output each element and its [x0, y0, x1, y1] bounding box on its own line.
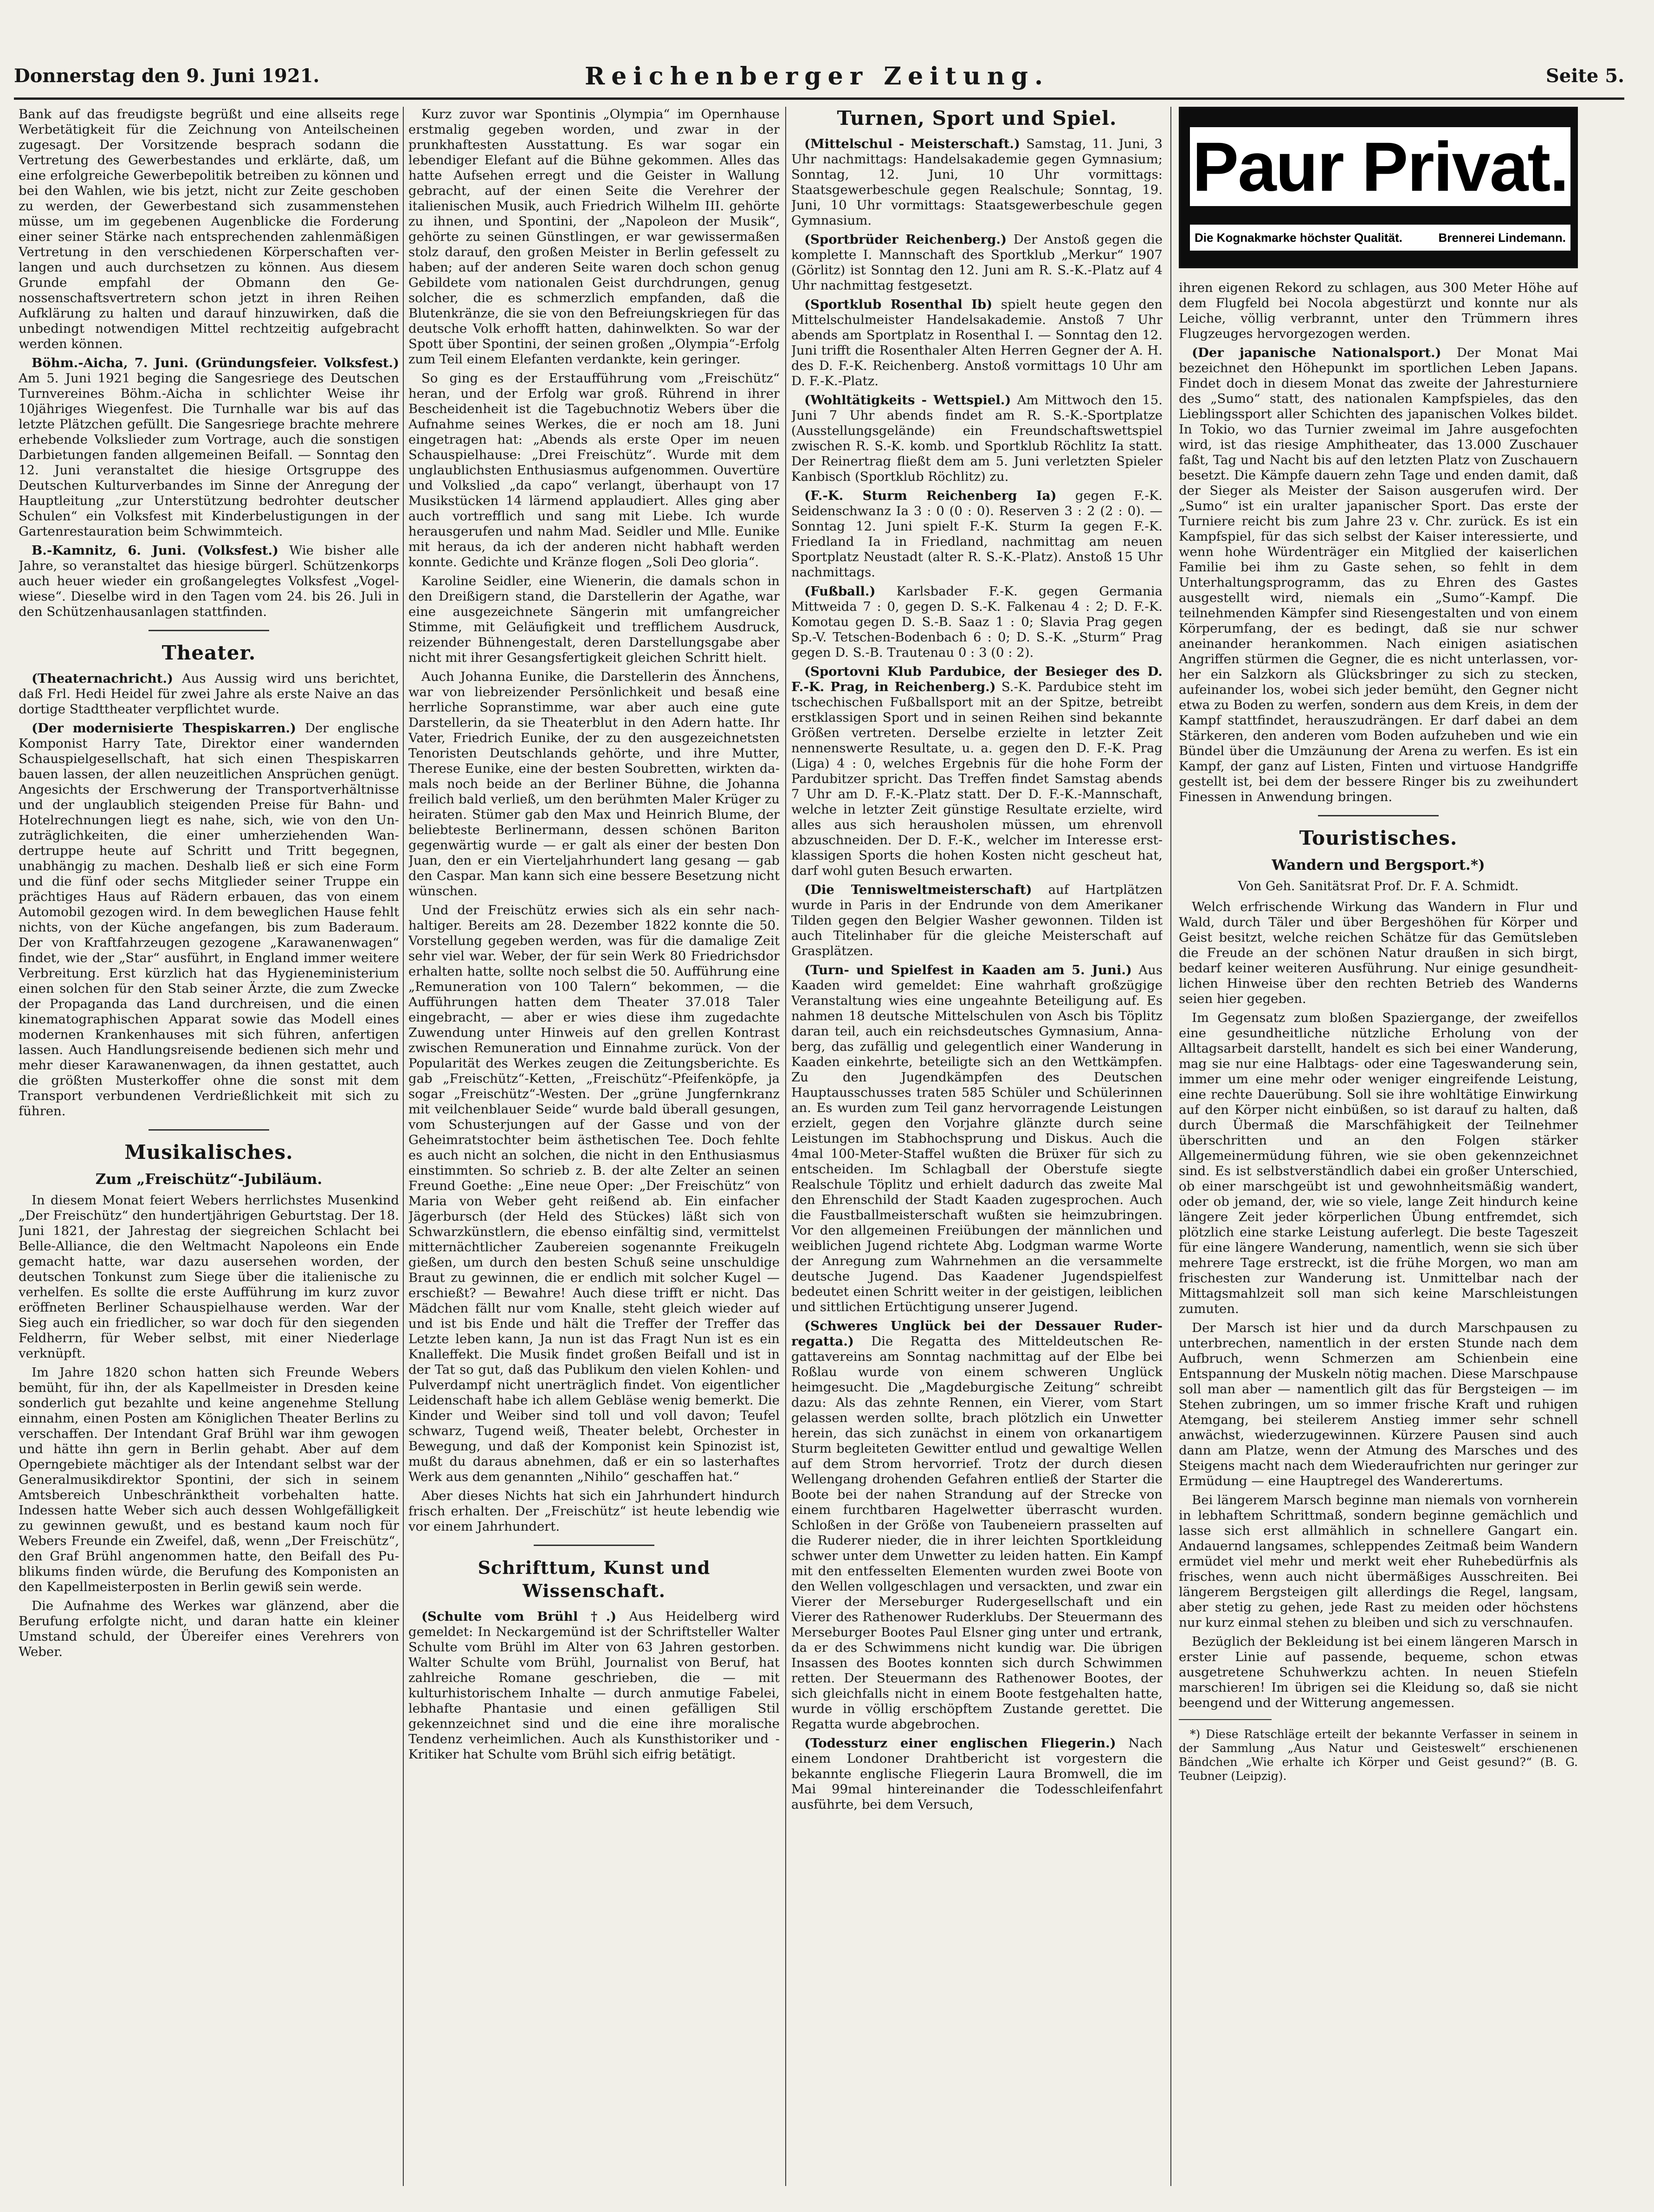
column-1 [19, 107, 399, 2200]
article-paragraph [19, 721, 399, 1119]
footnote: *) Diese Ratschläge erteilt der bekannte Verfasser in seinem in der Sammlung „Aus Natur und Geisteswelt“ erschienenen Bändchen „Wie erhalte ich Körper und Geist gesund?“ (B. G. Teubner (Leipzig). [1179, 1727, 1578, 1783]
ad-tagline-bar [1190, 225, 1570, 251]
section-divider [1318, 815, 1439, 816]
paragraph-lead: Böhm.-Aicha, 7. Juni. (Gründungsfeier. Volksfest.) [32, 356, 399, 370]
article-paragraph: Welch erfrischende Wirkung das Wandern in Flur und Wald, durch Täler und über Bergeshöhen für Körper und Geist besitzt, welche reichen Schätze für das Gemütsleben die Freude an der schönen Natur draußen in sich birgt, bedarf keiner weiteren Ausführung. Nur einige gesundheitlichen Hinweise über den rechten Betrieb des Wanderns seien hier gegeben. [1179, 899, 1578, 1006]
article-paragraph [791, 136, 1163, 228]
paragraph-text: Der Anstoß gegen die komplette I. Mannschaft des Sportklub „Merkur“ 1907 (Görlitz) ist Sonntag den 12. Juni am R. S.-K.-Platz auf 4 Uhr nachmittag festgesetzt. [791, 232, 1163, 293]
article-paragraph: ihren eigenen Rekord zu schlagen, aus 300 Meter Höhe auf dem Flugfeld bei Nocola abgestürzt und konnte nur als Leiche, völlig verbrannt, unter den Trümmern ihres Flugzeuges hervorgezogen werden. [1179, 280, 1578, 341]
section-heading-theater: Theater. [162, 641, 256, 664]
paragraph-lead: (Der modernisierte Thespiskarren.) [32, 721, 297, 736]
article-paragraph: Bank auf das freudigste begrüßt und eine allseits rege Werbetätigkeit für die Zeichnung von Anteilscheinen zugesagt. Der Vorsitzende besprach sodann die Vertretung des Gewerbestandes und erklärte, daß, um eine erfolgreiche Gewerbepolitik betreiben zu können und bei den Wahlen, wie bis jetzt, nicht zur Zeite geschoben zu werden, der Gewerbestand sich zusammenstehen müsse, um im gegebenen Augenblicke die Forderung einer seiner Stärke nach entsprechenden zahlenmäßigen Vertretung in den verschiedenen Körperschaften verlangen und auch durchsetzen zu können. Aus diesem Grunde empfahl der Obmann den Genossenschaftsvertretern schon jetzt in ihren Reihen Aufklärung zu halten und darauf hinzuwirken, daß die unbedingt notwendigen Mittel rechtzeitig aufgebracht werden können. [19, 107, 399, 351]
footnote-divider [1179, 1719, 1272, 1720]
issue-date: Donnerstag den 9. Juni 1921. [14, 65, 320, 87]
article-paragraph: Der Marsch ist hier und da durch Marschpausen zu unterbrechen, namentlich in der ersten Stunde nach dem Aufbruch, wenn Schmerzen am Schienbein eine Entspannung der Muskeln nötig machen. Diese Marschpause soll man aber — namentlich gilt das für Bergsteigen — im Stehen zubringen, um so immer frische Kraft und ruhigen Atemgang, bei steilerem Anstieg immer sehr schnell anwächst, wiederzugewinnen. Kürzere Pausen sind auch dann am Platze, wenn der Atmung des Marsches und des Steigens macht nach dem Wiederaufrichten nur geringer zur Ermüdung — eine Hauptregel des Wanderertums. [1179, 1320, 1578, 1488]
column-rule [403, 107, 404, 2186]
article-paragraph [19, 356, 399, 539]
section-divider [149, 630, 269, 631]
paragraph-lead: (Fußball.) [804, 584, 876, 599]
article-paragraph [791, 1319, 1163, 1732]
article-paragraph: Im Jahre 1820 schon hatten sich Freunde Webers bemüht, für ihn, der als Kapellmeister in Dresden keine sonderlich gut bezahlte und keine angenehme Stellung einnahm, einen Posten am Königlichen Theater Berlins zu verschaffen. Der Intendant Graf Brühl war ihm gewogen und hätte ihn gern in Berlin gehabt. Aber auf dem Operngebiete mächtiger als der Intendant selbst war der Generalmusikdirektor Spontini, der sich in seinem Amtsbereich Unbeschränktheit vorbehalten hatte. Indessen hatte Weber sich auch dessen Wohlgefälligkeit zu gewinnen gewußt, und es bestand kaum noch für Webers Freunde ein Zweifel, daß, wenn „Der Freischütz“, den Graf Brühl angenommen hatte, den Beifall des Publikums finden würde, die Berufung des Komponisten an den Kapellmeisterposten in Berlin gewiß sein werde. [19, 1365, 399, 1594]
article-paragraph [791, 488, 1163, 580]
section-heading-touristic: Touristisches. [1299, 827, 1458, 849]
paragraph-text: Am 5. Juni 1921 beging die Sangesriege des Deutschen Turnvereines Böhm.-Aicha in schlichter Weise ihr 10jähriges Wiegenfest. Die Turnhalle war bis auf das letzte Plätzchen gefüllt. Die Sangesriege brachte mehrere erhebende Volkslieder zum Vortrage, auch die sonstigen Darbietungen fanden allgemeinen Beifall. — Sonntag den 12. Juni veranstaltet die hiesige Ortsgruppe des Deutschen Kulturverbandes im Sinne der Anregung der Hauptleitung „zur Unterstützung bedrohter deutscher Schulen“ ein Volksfest mit Kinderbelustigungen in der Gartenrestauration beim Schwimmteich. [19, 371, 399, 539]
paragraph-text: Der Monat Mai bezeichnet den Höhepunkt im sportlichen Leben Japans. Findet doch in diesem Monat das zweite der Jahresturniere des „Sumo“ statt, des nationalen Kampfspieles, das den Lieblingssport aller Schichten des japanischen Volkes bildet. In Tokio, wo das Turnier zweimal im Jahre ausgefochten wird, ist das riesige Amphitheater, das 13.000 Zuschauer faßt, Tag und Nacht bis auf den letzten Platz von Zuschauern besetzt. Die Kämpfe dauern zehn Tage und enden damit, daß der Sieger als Meister der Saison ausgerufen wird. Der „Sumo“ ist ein uralter japanischer Sport. Das erste der Turniere reicht bis zum Jahre 23 v. Chr. zurück. Es ist ein Kampfspiel, für das sich selbst der Kaiser interessierte, und wenn hohe Würdenträger ein Mitglied der kaiserlichen Familie bei ihm zu Gaste sehen, so fehlt in dem Unterhaltungsprogramm, das zu Ehren des Gastes ausgestellt wird, niemals ein „Sumo“-Kampf. Die teilnehmenden Kämpfer sind Riesengestalten und von einem Körperumfang, der es bedingt, daß sie nur schwer aneinander herankommen. Nach einigen asiatischen Angriffen stürmen die Gegner, die es nicht unterlassen, vorher ein Salzkorn als Glücksbringer zu sich zu stecken, aufeinander los, wobei sich jeder bemüht, den Gegner nicht etwa zu Boden zu werfen, sondern aus dem Kreis, in dem der Kampf stattfindet, herauszudrängen. Er darf dabei an dem Stärkeren, den anderen vom Boden aufzuheben und wie ein Bündel über die Umzäunung der Arena zu werfen. Es ist ein Kampf, der ganz auf Listen, Finten und virtuose Handgriffe gestellt ist, bei dem der bessere Ringer bis zu zweihundert Finessen in Anwendung bringen. [1179, 345, 1578, 804]
article-paragraph [791, 232, 1163, 293]
ad-brand-name: Paur Privat. [1190, 127, 1570, 206]
article-paragraph: Die Aufnahme des Werkes war glänzend, aber die Berufung erfolgte nicht, und daran hatte ein kleiner Umstand schuld, der Übereifer eines Verehrers von Weber. [19, 1598, 399, 1659]
paragraph-text: S.-K. Pardubice steht im tschechischen Fußballsport mit an der Spitze, betreibt erstklassigen Sport und in seinen Reihen sind bekannte Größen vertreten. Derselbe erzielte in letzter Zeit nennenswerte Resultate, u. a. gegen den D. F.-K. Prag (Liga) 4 : 0, welches Ergebnis für die hohe Form der Pardubitzer spricht. Das Treffen findet Samstag abends 7 Uhr am D. F.-K.-Platz statt. Der D. F.-K.-Mannschaft, welche in letzter Zeit günstige Resultate erzielte, wird alles aus sich herausholen müssen, um ehrenvoll abzuschneiden. Der D. F.-K., welcher im Interesse erstklassigen Sports die hohen Kosten nicht gescheut hat, darf wohl guten Besuch erwarten. [791, 679, 1163, 878]
ad-tagline: Die Kognakmarke höchster Qualität. [1195, 231, 1402, 245]
column-3 [791, 107, 1163, 2200]
paragraph-lead: (Mittelschul - Meisterschaft.) [804, 136, 1020, 151]
article-paragraph [408, 1609, 780, 1762]
article-paragraph [791, 963, 1163, 1315]
article-paragraph: Aber dieses Nichts hat sich ein Jahrhundert hindurch frisch erhalten. Der „Freischütz“ ist heute lebendig wie vor einem Jahrhundert. [408, 1488, 780, 1534]
paragraph-lead: (Der japanische Nationalsport.) [1192, 345, 1441, 360]
paragraph-lead: (Wohltätigkeits - Wettspiel.) [804, 393, 1011, 407]
article-paragraph: Kurz zuvor war Spontinis „Olympia“ im Opernhause erstmalig gegeben worden, und zwar in der prunkhaftesten Ausstattung. Es war sogar ein lebendiger Elefant auf die Bühne gekommen. Alles das hatte Aufsehen erregt und die Geister in Wallung gebracht, auf der einen Seite die Verehrer der italienischen Musik, auch Friedrich Wilhelm III. gehörte zu ihnen, und Spontini, der „Napoleon der Musik“, gehörte zu seinen Günstlingen, er war gewissermaßen stolz darauf, den großen Meister in Berlin gefesselt zu haben; auf der anderen Seite waren doch schon genug Gebildete vom nationalen Geist durchdrungen, genug solcher, die es schmerzlich empfanden, daß die Blutenkränze, die sie von den Befreiungskriegen für das deutsche Volk erhofft hatten, dahinwelkten. So war der Spott über Spontini, der seinen großen „Olympia“-Erfolg zum Teil einem Elefanten verdankte, kein geringer. [408, 107, 780, 367]
paragraph-lead: (Schulte vom Brühl †.) [421, 1609, 617, 1624]
paragraph-lead: (Sportklub Rosenthal Ib) [804, 297, 993, 312]
ad-maker: Brennerei Lindemann. [1438, 231, 1566, 245]
column-4 [1179, 107, 1578, 2200]
article-paragraph [19, 671, 399, 717]
article-paragraph: Karoline Seidler, eine Wienerin, die damals schon in den Dreißigern stand, die Darstellerin der Agathe, war eine ausgezeichnete Sängerin mit umfangreicher Stimme, mit Geläufigkeit und trefflichem Ausdruck, reizender Bühnengestalt, deren Darstellungsgabe aber nicht mit ihrer Gesangsfertigkeit gleichen Schritt hielt. [408, 574, 780, 665]
article-paragraph [791, 393, 1163, 485]
article-paragraph: Auch Johanna Eunike, die Darstellerin des Ännchens, war von liebreizender Persönlichkeit und besaß eine herrliche Sopranstimme, war aber auch eine gute Darstellerin, da sie Theaterblut in den Adern hatte. Ihr Vater, Friedrich Eunike, der zu den ausgezeichnetsten Tenoristen Deutschlands gehörte, und ihre Mutter, Therese Eunike, eine der besten Soubretten, wirkten damals noch beide an der Berliner Bühne, die Johanna freilich bald verließ, um den berühmten Maler Krüger zu heiraten. Stümer gab den Max und Heinrich Blume, der beliebteste Berlinermann, dessen schönen Bariton gegenwärtig wurde — er galt als einer der besten Don Juan, den er ein Vierteljahrhundert lang gesang — gab den Caspar. Man kann sich eine bessere Besetzung nicht wünschen. [408, 669, 780, 899]
article-paragraph: Bezüglich der Bekleidung ist bei einem längeren Marsch in erster Linie auf passende, bequeme, schon etwas ausgetretene Schuhwerkzu achten. In neuen Stiefeln marschieren! Im übrigen sei die Kleidung so, daß sie nicht beengend und der Witterung angemessen. [1179, 1634, 1578, 1710]
paragraph-text: Aus Kaaden wird gemeldet: Eine wahrhaft großzügige Veranstaltung wies eine ungeahnte Beteiligung auf. Es nahmen 18 deutsche Mittelschulen von Asch bis Töplitz daran teil, auch ein reichsdeutsches Gymnasium, Annaberg, das zufällig und gelegentlich einer Wanderung in Kaaden einkehrte, beteiligte sich an den Wettkämpfen. Zu den Jugendkämpfen des Deutschen Hauptausschusses traten 585 Schüler und Schülerinnen an. Es wurden zum Teil ganz hervorragende Leistungen erzielt, gegen den Vorjahre glänzte durch seine Leistungen im Stabhochsprung und Diskus. Auch die 4mal 100-Meter-Staffel wußten die Brüxer für sich zu entscheiden. Im Schlagball der Oberstufe siegte Realschule Töplitz und erhielt dadurch das zweite Mal den Ehrenschild der Stadt Kaaden zugesprochen. Auch die Faustballmeisterschaft wußten sie heimzubringen. Vor den allgemeinen Freiübungen der männlichen und weiblichen Jugend richtete Abg. Lodgman warme Worte der Anregung zum Wahrnehmen an die versammelte deutsche Jugend. Das Kaadener Jugendspielfest bedeutet einen Schritt weiter in der geistigen, leiblichen und sittlichen Ertüchtigung unserer Jugend. [791, 963, 1163, 1314]
section-heading-sport: Turnen, Sport und Spiel. [837, 107, 1117, 129]
paragraph-lead: (Die Tennisweltmeisterschaft) [804, 882, 1032, 897]
paragraph-text: spielt heute gegen den Mittelschulmeister Handelsakademie. Anstoß 7 Uhr abends am Sportplatz in Rosenthal I. — Sonntag den 12. Juni trifft die Rosenthaler Alten Herren Gegner der A. H. des D. F.-K. Reichenberg. Anstoß vormittags 10 Uhr am D. F.-K.-Platz. [791, 297, 1163, 388]
article-paragraph: In diesem Monat feiert Webers herrlichstes Musenkind „Der Freischütz“ den hundertjährigen Geburtstag. Der 18. Juni 1821, der Jahrestag der siegreichen Schlacht bei Belle-Alliance, die den Weltmacht Napoleons ein Ende gemacht hatte, war dazu ausersehen worden, der deutschen Tonkunst zum Siege über die italienische zu verhelfen. Es sollte die erste Aufführung im kurz zuvor eröffneten Berliner Schauspielhause werden. War der Sieg auch ein friedlicher, so war doch für den siegenden Feldherrn, für Weber selbst, mit einer Niederlage verknüpft. [19, 1193, 399, 1361]
advertisement [1179, 107, 1578, 268]
section-heading-literature: Schrifttum, Kunst und Wissenschaft. [478, 1557, 711, 1601]
paragraph-text: Aus Heidelberg wird gemeldet: In Neckargemünd ist der Schriftsteller Walter Schulte vom Brühl im Alter von 63 Jahren gestorben. Walter Schulte vom Brühl, Journalist von Beruf, hat zahlreiche Romane geschrieben, die — mit kulturhistorischem Inhalte — durch anmutige Fabelei, lebhafte Phantasie und einen gefälligen Stil gekennzeichnet sind und die eine ihre moralische Tendenz verheimlichen. Auch als Kunsthistoriker und -Kritiker hat Schulte vom Brühl sich eifrig betätigt. [408, 1609, 780, 1762]
article-paragraph [791, 297, 1163, 389]
paragraph-lead: (Sportovni Klub Pardubice, der Besieger des D. F.-K. Prag, in Reichenberg.) [791, 664, 1163, 694]
article-paragraph: Im Gegensatz zum bloßen Spaziergange, der zweifellos eine gesundheitliche nützliche Erholung von der Alltagsarbeit darstellt, handelt es sich bei einer Wanderung, mag sie nur eine Halbtags- oder eine Tageswanderung sein, immer um eine mehr oder weniger eingreifende Leistung, eine rechte Dauerübung. Soll sie ihre wohltätige Einwirkung auf den Körper nicht einbüßen, so ist darauf zu halten, daß durch Übermaß die Marschfähigkeit der Teilnehmer überschritten und an den Folgen stärker Allgemeinermüdung führen, wie sie oben gekennzeichnet sind. Es ist selbstverständlich dabei ein großer Unterschied, ob einer marschgeübt ist und gewohnheitsmäßig wandert, oder ob jemand, der, wie so viele, lange Zeit hindurch keine längere Zeit jeder körperlichen Übung entfremdet, sich plötzlich eine starke Leistung auferlegt. Die beste Tageszeit für eine längere Wanderung, namentlich, wenn sie sich über mehrere Tage erstreckt, ist die frühe Morgen, wo man am frischesten zur Wanderung ist. Unmittelbar nach der Mittagsmahlzeit soll man sich keine Marschleistungen zumuten. [1179, 1010, 1578, 1316]
column-rule [785, 107, 786, 2186]
article-paragraph [791, 882, 1163, 959]
article-paragraph: Und der Freischütz erwies sich als ein sehr nachhaltiger. Bereits am 28. Dezember 1822 konnte die 50. Vorstellung gegeben werden, was für die damalige Zeit sehr viel war. Weber, der für sein Werk 80 Friedrichsdor erhalten hatte, sollte noch selbst die 50. Aufführung eine „Remuneration von 100 Talern“ bekommen, — die Aufführungen hatten dem Theater 37.018 Taler eingebracht, — aber er wies diese ihm zugedachte Zuwendung unter Hinweis auf den grellen Kontrast zwischen Remuneration und Einnahme zurück. Von der Popularität des Werkes zeugen die Zeitungsberichte. Es gab „Freischütz“-Ketten, „Freischütz“-Pfeifenköpfe, ja sogar „Freischütz“-Westen. Der „grüne Jungfernkranz mit veilchenblauer Seide“ wurde bald überall gesungen, vom Schusterjungen auf der Gasse und von der Geheimratstochter beim ästhetischen Tee. Doch fehlte es auch nicht an solchen, die nicht in den Enthusiasmus einstimmten. So schrieb z. B. der alte Zelter an seinen Freund Goethe: „Eine neue Oper: „Der Freischütz“ von Maria von Weber geht reißend ab. Ein einfacher Jägerbursch (der Held des Stückes) läßt sich von Schwarzkünstlern, die ebenso einfältig sind, vermittelst mitternächtlicher Zaubereien sogenannte Freikugeln gießen, um durch den besten Schuß seine unschuldige Braut zu gewinnen, die er endlich mit solcher Kugel — erschießt? — Bewahre! Auch diese trifft er nicht. Das Mädchen fällt nur vom Knalle, steht gleich wieder auf und ist bis Ende und hält die Treffer der Treffer das Letzte leben kann, Ja nun ist das Fragt Nun ist es ein Knalleffekt. Die Musik findet großen Beifall und ist in der Tat so gut, daß das Publikum den vielen Kohlen- und Pulverdampf nicht unerträglich findet. Von eigentlicher Leidenschaft habe ich allem Gebläse wenig bemerkt. Die Kinder und Weiber sind toll und voll davon; Teufel schwarz, Tugend weiß, Theater belebt, Orchester in Bewegung, und daß der Komponist kein Spinozist ist, mußt du daraus abnehmen, daß er ein so lasterhaftes Werk aus dem genannten „Nihilo“ geschaffen hat.“ [408, 903, 780, 1484]
paragraph-text: Die Regatta des Mitteldeutschen Regattavereins am Sonntag nachmittag auf der Elbe bei Roßlau wurde von einem schweren Unglück heimgesucht. Die „Magdeburgische Zeitung“ schreibt dazu: Als das zehnte Rennen, ein Vierer, vom Start gelassen werden sollte, brach plötzlich ein Unwetter herein, das sich zunächst in einem von orkanartigem Sturm begleiteten Gewitter entlud und gewaltige Wellen auf dem Strom hervorrief. Trotz der durch diesen Wellengang drohenden Gefahren entließ der Starter die Boote bei der nahen Strandung auf der Strecke von einem furchtbaren Hagelwetter überrascht wurden. Schloßen in der Größe von Taubeneiern prasselten auf die Ruderer nieder, die in ihrer leichten Sportkleidung schwer unter dem Unwetter zu leiden hatten. Ein Kampf mit den entfesselten Elementen wurden zwei Boote von den Wellen vollgeschlagen und versackten, und zwar ein Vierer der Merseburger Rudergesellschaft und ein Vierer des Rathenower Ruderklubs. Der Steuermann des Merseburger Bootes Paul Elsner ging unter und ertrank, da er des Schwimmens nicht kundig war. Die übrigen Insassen des Bootes konnten sich durch Schwimmen retten. Der Steuermann des Rathenower Bootes, der sich gleichfalls nicht in einem Boote festgehalten hatte, wurde in völlig erschöpftem Zustande gerettet. Die Regatta wurde abgebrochen. [791, 1334, 1163, 1732]
paragraph-text: Am Mittwoch den 15. Juni 7 Uhr abends findet am R. S.-K.-Sportplatze (Ausstellungsgelände) ein Freundschaftswettspiel zwischen R. S.-K. komb. und Sportklub Röchlitz Ia statt. Der Reinertrag fließt dem am 5. Juni verletzten Spieler Kanbisch (Sportklub Röchlitz) zu. [791, 393, 1163, 484]
paragraph-text: gegen F.-K. Seidenschwanz Ia 3 : 0 (0 : 0). Reserven 3 : 2 (2 : 0). — Sonntag 12. Juni spielt F.-K. Sturm Ia gegen F.-K. Friedland Ia in Friedland, nachmittag am neuen Sportplatz Neustadt (alter R. S.-K.-Platz). Anstoß 15 Uhr nachmittags. [791, 488, 1163, 580]
paragraph-text: Wie bisher alle Jahre, so veranstaltet das hiesige bürgerl. Schützenkorps auch heuer wieder ein großangelegtes Volksfest „Vogelwiese“. Dieselbe wird in den Tagen vom 24. bis 26. Juli in den Schützenhausanlagen stattfinden. [19, 543, 399, 619]
paragraph-lead: (Sportbrüder Reichenberg.) [804, 232, 1007, 247]
article-author: Von Geh. Sanitätsrat Prof. Dr. F. A. Schmidt. [1238, 879, 1519, 893]
paragraph-text: Der englische Komponist Harry Tate, Direktor einer wandernden Schauspielgesellschaft, hat sich einen Thespiskarren bauen lassen, der allen neuzeitlichen Ansprüchen genügt. Angesichts der Erschwerung der Transportverhältnisse und der unglaublich steigenden Preise für Bahn- und Hotelrechnungen liegt es nahe, sich, wie von den Unzuträglichkeiten, die einer umherziehenden Wandertruppe heute auf Schritt und Tritt begegnen, unabhängig zu machen. Deshalb ließ er sich eine Form und die fünf oder sechs Mitglieder seiner Truppe ein prächtiges Haus auf Rädern erbauen, das von einem Automobil gezogen wird. In dem beweglichen Hause fehlt nichts, von der Küche angefangen, bis zum Baderaum. Der von Kraftfahrzeugen gezogene „Karawanenwagen“ findet, wie der „Star“ ausführt, in England immer weitere Verbreitung. Erst kürzlich hat das Hygieneministerium einen solchen für den Stab seiner Ärzte, die zum Zwecke der Propaganda das Land durchreisen, und die einen kinematographischen Apparat sowie das Modell eines modernen Krankenhauses mit sich führen, anfertigen lassen. Auch Handlungsreisende bedienen sich mehr und mehr dieser Karawanenwagen, da ihnen gestattet, auch die größten Musterkoffer ohne die sonst mit dem Transport verbundenen Verdrießlichkeit mit sich zu führen. [19, 721, 399, 1119]
paragraph-text: Samstag, 11. Juni, 3 Uhr nachmittags: Handelsakademie gegen Gymnasium; Sonntag, 12. Juni, 10 Uhr vormittags: Staatsgewerbeschule gegen Realschule; Sonntag, 19. Juni, 10 Uhr vormittags: Staatsgewerbeschule gegen Gymnasium. [791, 136, 1163, 228]
page-number: Seite 5. [1545, 65, 1624, 87]
paragraph-lead: (Schweres Unglück bei der Dessauer Ruderregatta.) [791, 1319, 1163, 1349]
section-heading-music: Musikalisches. [124, 1141, 293, 1164]
paragraph-text: Nach einem Londoner Drahtbericht ist vorgestern die bekannte englische Fliegerin Laura Bromwell, die im Mai 99mal hintereinander die Todesschleifenfahrt ausführte, bei dem Versuch, [791, 1736, 1163, 1812]
paragraph-text: auf Hartplätzen wurde in Paris in der Endrunde von dem Amerikaner Tilden gegen den Belgier Washer gewonnen. Tilden ist auch Titelinhaber für die gleiche Meisterschaft auf Grasplätzen. [791, 882, 1163, 958]
column-2 [408, 107, 780, 2200]
article-subheading: Zum „Freischütz“-Jubiläum. [95, 1171, 323, 1188]
article-paragraph [1179, 345, 1578, 805]
article-paragraph: So ging es der Erstaufführung vom „Freischütz“ heran, und der Erfolg war groß. Rührend in ihrer Bescheidenheit ist die Tagebuchnotiz Webers über die Aufnahme seines Werkes, die er noch am 18. Juni eingetragen hat: „Abends als erste Oper im neuen Schauspielhause: „Drei Freischütz“. Wurde mit dem unglaublichsten Enthusiasmus aufgenommen. Ouvertüre und Volkslied „da capo“ verlangt, überhaupt von 17 Musikstücken 14 lärmend applaudiert. Alles ging aber auch vortrefflich und sang mit Liebe. Ich wurde herausgerufen und nahm Mad. Seidler und Mlle. Eunike mit heraus, da ich der anderen nicht habhaft werden konnte. Gedichte und Kränze flogen „Soli Deo gloria“. [408, 371, 780, 569]
article-paragraph: Bei längerem Marsch beginne man niemals von vornherein in lebhaftem Schrittmaß, sondern beginne gemächlich und lasse sich erst allmählich in schnellere Gangart ein. Andauernd langsames, schleppendes Zeitmaß beim Wandern ermüdet viel mehr und merkt weit eher Ruhebedürfnis als frisches, wenn auch nicht übermäßiges Ausschreiten. Bei längerem Bergsteigen gilt allerdings die Regel, langsam, aber stetig zu gehen, jede Rast zu meiden oder höchstens nur kurz einmal stehen zu bleiben und sich zu verschnaufen. [1179, 1493, 1578, 1630]
article-paragraph [791, 584, 1163, 660]
paragraph-text: Aus Aussig wird uns berichtet, daß Frl. Hedi Heidel für zwei Jahre als erste Naive an das dortige Stadttheater verpflichtet wurde. [19, 671, 399, 717]
paragraph-lead: B.-Kamnitz, 6. Juni. (Volksfest.) [32, 543, 279, 558]
article-paragraph [19, 543, 399, 620]
section-divider [149, 1129, 269, 1131]
newspaper-title: Reichenberger Zeitung. [585, 62, 1050, 91]
section-divider [534, 1545, 654, 1546]
paragraph-lead: (Turn- und Spielfest in Kaaden am 5. Juni.) [804, 963, 1132, 977]
paragraph-lead: (Theaternachricht.) [32, 671, 173, 686]
paragraph-text: Karlsbader F.-K. gegen Germania Mittweida 7 : 0, gegen D. S.-K. Falkenau 4 : 2; D. F.-K. Komotau gegen D. S.-B. Saaz 1 : 0; Slavia Prag gegen Sp.-V. Tetschen-Bodenbach 6 : 0; D. S.-K. „Sturm“ Prag gegen D. S.-B. Trautenau 0 : 3 (0 : 2). [791, 584, 1163, 660]
column-rule [1170, 107, 1171, 2186]
masthead [14, 56, 1624, 100]
paragraph-lead: (F.-K. Sturm Reichenberg Ia) [804, 488, 1057, 503]
article-paragraph [791, 1736, 1163, 1812]
paragraph-lead: (Todessturz einer englischen Fliegerin.) [804, 1736, 1116, 1751]
article-subheading: Wandern und Bergsport.*) [1272, 857, 1485, 873]
article-paragraph [791, 664, 1163, 879]
